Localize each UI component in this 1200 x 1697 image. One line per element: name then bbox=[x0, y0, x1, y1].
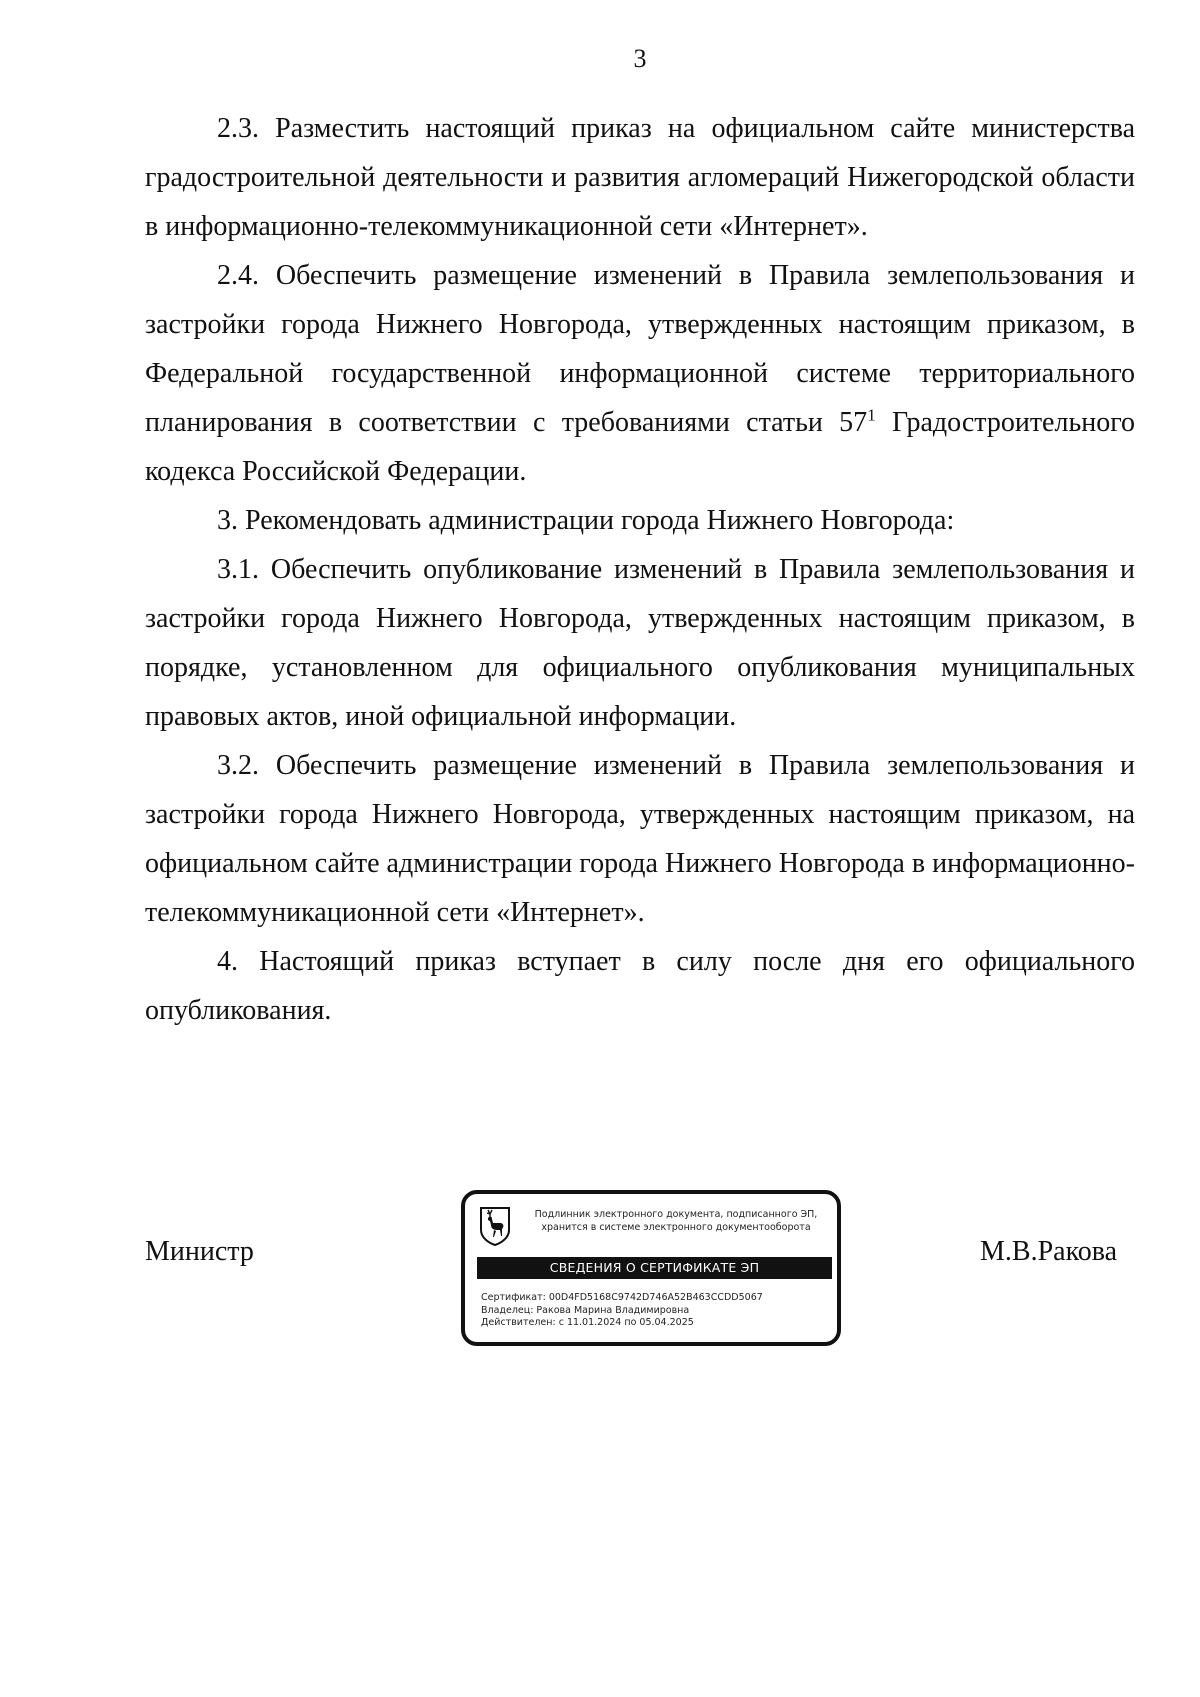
paragraph-3-1 bbox=[145, 545, 1135, 741]
paragraph-text: 2.4. Обеспечить размещение изменений в Правила землепользования и застройки города Нижнего Новгорода, утвержденных настоящим приказом, в Федеральной государственной информационной системе территориального планирования в соответствии с требованиями статьи 57 bbox=[145, 260, 1135, 438]
signer-position: Министр bbox=[145, 1236, 254, 1267]
stamp-title: СВЕДЕНИЯ О СЕРТИФИКАТЕ ЭП bbox=[477, 1257, 832, 1279]
stamp-validity: Действителен: с 11.01.2024 по 05.04.2025 bbox=[481, 1317, 694, 1328]
electronic-signature-stamp bbox=[461, 1190, 841, 1346]
article-superscript: 1 bbox=[867, 405, 876, 425]
paragraph-3 bbox=[145, 496, 1135, 545]
paragraph-2-3 bbox=[145, 104, 1135, 251]
paragraph-2-4 bbox=[145, 251, 1135, 496]
paragraph-text-tail: Градостроительного кодекса Российской Федерации. bbox=[145, 407, 1135, 487]
stamp-header-line: хранится в системе электронного документооборота bbox=[541, 1222, 811, 1233]
paragraph-text: 3. Рекомендовать администрации города Нижнего Новгорода: bbox=[217, 505, 955, 536]
stamp-header bbox=[517, 1208, 835, 1234]
stamp-owner: Владелец: Ракова Марина Владимировна bbox=[481, 1304, 690, 1316]
stamp-certificate: Сертификат: 00D4FD5168C9742D746A52B463CCDD5067 bbox=[481, 1292, 763, 1303]
signer-name: М.В.Ракова bbox=[980, 1236, 1118, 1267]
page-number: 3 bbox=[633, 44, 647, 73]
stamp-details bbox=[481, 1292, 833, 1330]
paragraph-3-2 bbox=[145, 741, 1135, 937]
paragraph-4 bbox=[145, 937, 1135, 1035]
stamp-header-line: Подлинник электронного документа, подписанного ЭП, bbox=[534, 1209, 818, 1220]
paragraph-text: 3.2. Обеспечить размещение изменений в Правила землепользования и застройки города Нижнего Новгорода, утвержденных настоящим приказом, на официальном сайте администрации города Нижнего Новгорода в информационно-телекоммуникационной сети «Интернет». bbox=[145, 750, 1135, 928]
paragraph-text: 3.1. Обеспечить опубликование изменений в Правила землепользования и застройки города Нижнего Новгорода, утвержденных настоящим приказом, в порядке, установленном для официального опубликования муниципальных правовых актов, иной официальной информации. bbox=[145, 554, 1135, 732]
paragraph-text: 2.3. Разместить настоящий приказ на официальном сайте министерства градостроительной деятельности и развития агломераций Нижегородской области в информационно-телекоммуникационной сети «Интернет». bbox=[145, 113, 1135, 242]
paragraph-text: 4. Настоящий приказ вступает в силу после дня его официального опубликования. bbox=[145, 946, 1135, 1026]
document-body bbox=[145, 104, 1135, 1035]
deer-coat-of-arms-icon bbox=[479, 1206, 511, 1246]
